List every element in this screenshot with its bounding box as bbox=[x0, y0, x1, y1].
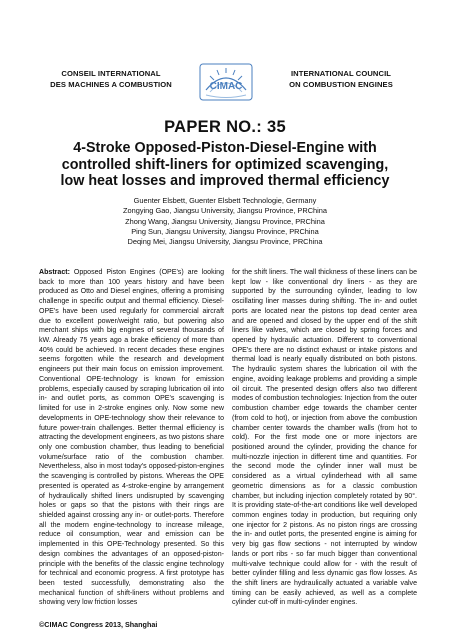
abstract-column-right bbox=[232, 268, 417, 608]
header-right-line1: INTERNATIONAL COUNCIL bbox=[290, 69, 392, 78]
author-list bbox=[0, 196, 450, 247]
header-left-organization bbox=[36, 68, 186, 90]
abstract-label: Abstract: bbox=[39, 269, 70, 276]
title-line: 4-Stroke Opposed-Piston-Diesel-Engine with bbox=[73, 140, 377, 156]
author-line: Zhong Wang, Jiangsu University, Jiangsu Province, PRChina bbox=[125, 216, 325, 226]
header-left-line1: CONSEIL INTERNATIONAL bbox=[61, 69, 161, 78]
cimac-logo bbox=[198, 62, 254, 102]
abstract-text-right: for the shift liners. The wall thickness of these liners can be kept low - like conventional dry liners - as they are supported by the surrounding cylinder, leading to low oscillating liner masses during shifting. The in- and outlet ports are located near the pistons top dead center area and are opened and closed by the upper end of the shift liners like valves, which are closed by spring forces and opened by hydraulic actuation. Different to conventional OPE's there are no distinct exhaust or intake pistons and thermal load is nearly equally distributed on both pistons. The hydraulic system shares the lubrication oil with the engine, avoiding leakage problems and providing a simple oil circuit. The presented design offers also two different modes of combustion technologies: Injection from the outer combustion chamber edge towards the chamber center (from cold to hot), or injection from above the combustion chamber center towards the chamber walls (from hot to cold). For the first mode one or more injectors are positioned around the cylinder, providing the chance for multi-nozzle injection in different time and quantities. For the second mode the cylinder inner wall must be considered as a virtual cylinderhead with all same geometric dimensions as for a classic combustion chamber, but including injection completely rotated by 90°. It is providing state-of-the-art conditions like well developed common engines today in production, but requiring only one injector for 2 pistons. As no piston rings are crossing the in- and outlet ports, the presented engine is aiming for very big gas flow sections - not interrupted by window lands or port ribs - so far much bigger than conventional multi-valve technique could allow for - with the result of better cylinder filling and less dynamic gas flow losses. As the shift liners are hydraulically actuated a variable valve timing can be easily achieved, as well as a complete cylinder cut-off in multi-cylinder engines. bbox=[232, 269, 417, 607]
author-line: Guenter Elsbett, Guenter Elsbett Technologie, Germany bbox=[133, 196, 317, 205]
paper-title bbox=[30, 140, 420, 190]
author-line: Deqing Mei, Jiangsu University, Jiangsu Province, PRChina bbox=[127, 237, 323, 247]
abstract-text-left: Opposed Piston Engines (OPE's) are looking back to more than 100 years history and have been produced as Otto and Diesel engines, offering a promising challenge in specific output and thermal efficiency. Diesel-OPE's have been used regularly for commercial aircraft due to excellent power/weight ratio, but powering also merchant ships with big engines of several thousands of kW. Already 75 years ago a brake efficiency of more than 40% could be achieved. In recent decades these engines seems forgotten while the research and development engineers put their main focus on emission improvement. Conventional OPE-technology is known for emission problems, especially caused by scraping lubrication oil into in- and outlet ports, as common OPE's scavenging is limited for use in 2-stroke engines only. Now some new developments in OPE-technology show their relevance to future power-train challenges. Better thermal efficiency is attracting the development engineers, as two pistons share only one combustion chamber, thus leading to beneficial volume/surface ratio of the combustion chamber. Nevertheless, also in most today's opposed-piston-engines the scavenging is controlled by pistons. Whereas the OPE presented is operated as 4-stroke-engine by arrangement of hydraulically shifted liners undisrupted by scavenging holes or gaps so that the pistons with their rings are shielded against crossing any in- or outlet-ports. Therefore all the modern engine-technology to increase mileage, reduce oil consumption, wear and emission can be implemented in this OPE-Technology presented. So this design combines the advantages of an opposed-piston-principle with the benefits of the classic engine technology for technical and economic progress. A first prototype has been tested successfully, demonstrating also the mechanical function of shift-liners without problems and showing very low friction losses bbox=[39, 269, 224, 607]
copyright-footer: ©CIMAC Congress 2013, Shanghai bbox=[39, 620, 158, 629]
logo-text: CIMAC bbox=[209, 81, 243, 92]
paper-number: PAPER NO.: 35 bbox=[164, 118, 286, 136]
title-line: low heat losses and improved thermal efficiency bbox=[60, 173, 390, 189]
header-right-organization bbox=[266, 68, 416, 90]
header-left-line2: DES MACHINES A COMBUSTION bbox=[50, 80, 172, 89]
title-line: controlled shift-liners for optimized scavenging, bbox=[61, 156, 389, 173]
author-line: Ping Sun, Jiangsu University, Jiangsu Province, PRChina bbox=[131, 226, 319, 236]
header-right-line2: ON COMBUSTION ENGINES bbox=[289, 80, 393, 89]
abstract-column-left bbox=[39, 268, 224, 608]
author-line: Zongying Gao, Jiangsu University, Jiangsu Province, PRChina bbox=[122, 206, 328, 216]
